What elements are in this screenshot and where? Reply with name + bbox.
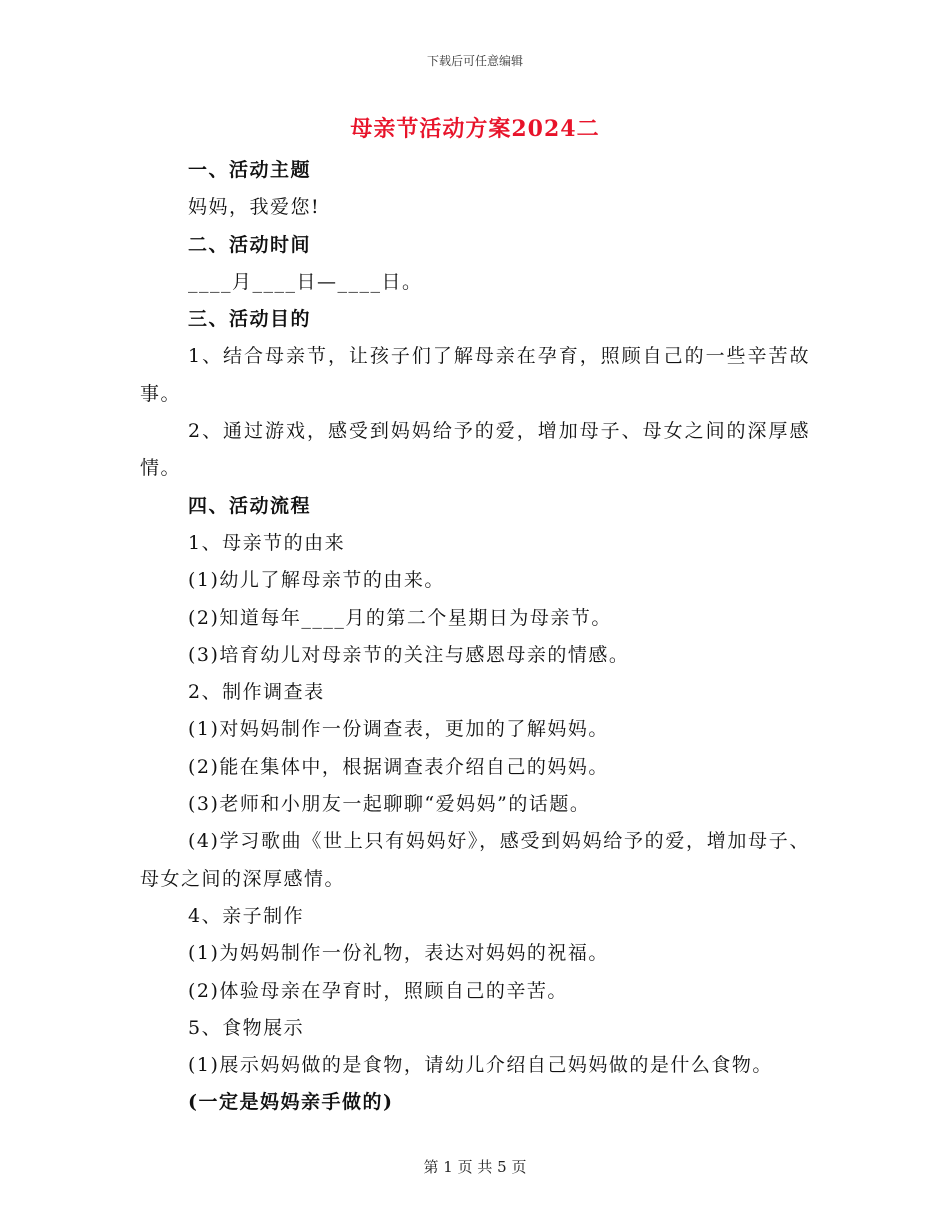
- paragraph: 2、通过游戏，感受到妈妈给予的爱，增加母子、母女之间的深厚感情。: [140, 420, 810, 480]
- paragraph: 妈妈，我爱您!: [188, 196, 321, 219]
- subsection-heading: 4、亲子制作: [188, 904, 305, 927]
- list-item: (1)幼儿了解母亲节的由来。: [188, 569, 445, 592]
- note: (一定是妈妈亲手做的): [188, 1091, 394, 1114]
- section-heading: 二、活动时间: [188, 233, 312, 256]
- list-item: (4)学习歌曲《世上只有妈妈好》，感受到妈妈给予的爱，增加母子、母女之间的深厚感情。: [140, 830, 810, 890]
- section-heading: 一、活动主题: [188, 159, 312, 181]
- page-header: 下载后可任意编辑: [426, 54, 523, 68]
- list-item: (2)体验母亲在孕育时，照顾自己的辛苦。: [188, 979, 568, 1002]
- list-item: (3)培育幼儿对母亲节的关注与感恩母亲的情感。: [188, 643, 630, 666]
- list-item: (1)为妈妈制作一份礼物，表达对妈妈的祝福。: [188, 942, 609, 965]
- list-item: (1)展示妈妈做的是食物，请幼儿介绍自己妈妈做的是什么食物。: [188, 1054, 773, 1077]
- page-footer: 第 1 页 共 5 页: [423, 1158, 527, 1176]
- list-item: (2)知道每年____月的第二个星期日为母亲节。: [188, 606, 612, 629]
- subsection-heading: 5、食物展示: [188, 1016, 305, 1039]
- section-heading: 四、活动流程: [188, 494, 312, 517]
- list-item: (2)能在集体中，根据调查表介绍自己的妈妈。: [188, 755, 609, 778]
- subsection-heading: 2、制作调查表: [188, 681, 325, 704]
- list-item: (1)对妈妈制作一份调查表，更加的了解妈妈。: [188, 718, 609, 741]
- section-heading: 三、活动目的: [188, 308, 312, 331]
- document-body: [140, 152, 810, 1122]
- list-item: (3)老师和小朋友一起聊聊“爱妈妈”的话题。: [188, 793, 591, 816]
- paragraph: 1、结合母亲节，让孩子们了解母亲在孕育，照顾自己的一些辛苦故事。: [140, 345, 810, 405]
- document-title: 母亲节活动方案2024二: [350, 116, 600, 142]
- subsection-heading: 1、母亲节的由来: [188, 531, 346, 554]
- paragraph: ____月____日—____日。: [188, 270, 423, 293]
